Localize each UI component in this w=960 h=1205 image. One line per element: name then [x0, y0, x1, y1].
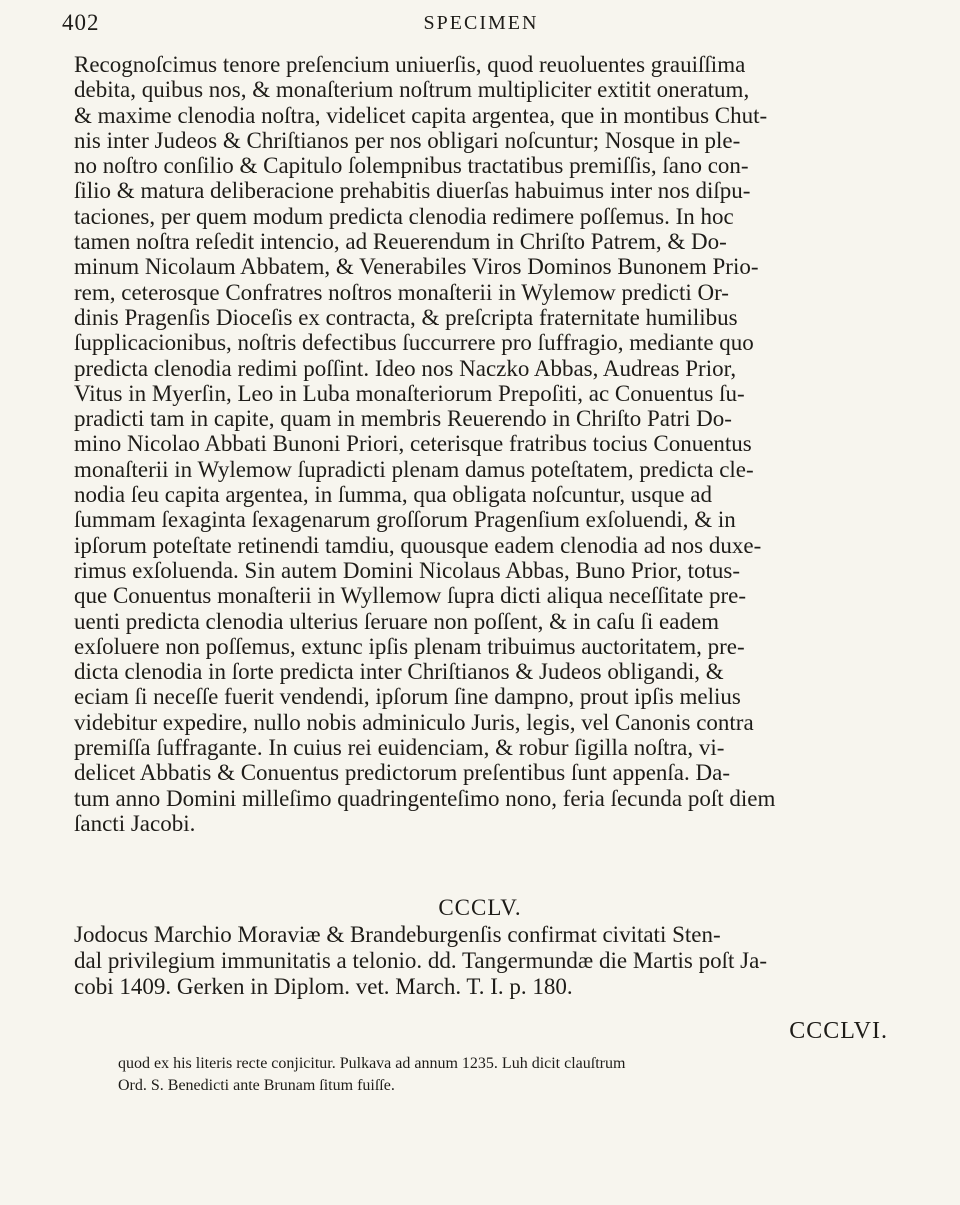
text-line: ſilio & matura deliberacione prehabitis diuerſas habuimus inter nos diſpu- [74, 178, 751, 204]
running-head: SPECIMEN [423, 12, 539, 34]
footnote-line: quod ex his literis recte conjicitur. Pulkava ad annum 1235. Luh dicit clauſtrum [118, 1055, 626, 1072]
text-line: predicta clenodia redimi poſſint. Ideo nos Naczko Abbas, Audreas Prior, [74, 355, 737, 381]
footnote-line: Ord. S. Benedicti ante Brunam ſitum fuiſſe. [118, 1077, 395, 1094]
text-line: ſancti Jacobi. [74, 810, 196, 836]
text-line: nodia ſeu capita argentea, in ſumma, qua obligata noſcuntur, usque ad [74, 482, 712, 508]
text-line: tum anno Domini milleſimo quadringenteſimo nono, feria ſecunda poſt diem [74, 785, 776, 811]
text-line: taciones, per quem modum predicta clenodia redimere poſſemus. In hoc [74, 203, 734, 229]
footnote [118, 1053, 918, 1097]
text-line: minum Nicolaum Abbatem, & Venerabiles Viros Dominos Bunonem Prio- [74, 254, 759, 280]
section-heading-ccclv: CCCLV. [438, 895, 522, 920]
charter-body-text [74, 52, 904, 836]
text-line: dicta clenodia in ſorte predicta inter Chriſtianos & Judeos obligandi, & [74, 659, 724, 685]
text-line: nis inter Judeos & Chriſtianos per nos obligari noſcuntur; Nosque in ple- [74, 127, 741, 153]
text-line: monaſterii in Wylemow ſupradicti plenam damus poteſtatem, predicta cle- [74, 456, 754, 482]
text-line: rimus exſoluenda. Sin autem Domini Nicolaus Abbas, Buno Prior, totus- [74, 557, 741, 583]
text-line: & maxime clenodia noſtra, videlicet capita argentea, que in montibus Chut- [74, 102, 768, 128]
section-heading-ccclvi: CCCLVI. [789, 1018, 888, 1044]
page-header [62, 8, 900, 38]
regest-line: cobi 1409. Gerken in Diplom. vet. March. T. I. p. 180. [74, 974, 573, 999]
text-line: premiſſa ſuffragante. In cuius rei euidenciam, & robur ſigilla noſtra, vi- [74, 735, 725, 761]
text-line: videbitur expedire, nullo nobis adminiculo Juris, legis, vel Canonis contra [74, 709, 754, 735]
regest-paragraph [74, 922, 904, 1000]
text-line: rem, ceterosque Confratres noſtros monaſterii in Wylemow predicti Or- [74, 279, 729, 305]
text-line: no noſtro conſilio & Capitulo ſolempnibus tractatibus premiſſis, ſano con- [74, 153, 749, 179]
text-line: eciam ſi neceſſe fuerit vendendi, ipſorum ſine dampno, prout ipſis melius [74, 684, 741, 710]
text-line: Vitus in Myerſin, Leo in Luba monaſteriorum Prepoſiti, ac Conuentus ſu- [74, 380, 745, 406]
text-line: debita, quibus nos, & monaſterium noſtrum multipliciter extitit oneratum, [74, 77, 750, 103]
text-line: ipſorum poteſtate retinendi tamdiu, quousque eadem clenodia ad nos duxe- [74, 532, 762, 558]
text-line: que Conuentus monaſterii in Wyllemow ſupra dicti aliqua neceſſitate pre- [74, 583, 747, 609]
text-line: pradicti tam in capite, quam in membris Reuerendo in Chriſto Patri Do- [74, 406, 732, 432]
text-line: Recognoſcimus tenore preſencium uniuerſis, quod reuoluentes grauiſſima [74, 52, 746, 77]
text-line: dinis Pragenſis Dioceſis ex contracta, & preſcripta fraternitate humilibus [74, 304, 738, 330]
regest-line: Jodocus Marchio Moraviæ & Brandeburgenſis confirmat civitati Sten- [74, 922, 721, 947]
text-line: ſupplicacionibus, noſtris defectibus ſuccurrere pro ſuffragio, mediante quo [74, 330, 754, 356]
text-line: tamen noſtra reſedit intencio, ad Reuerendum in Chriſto Patrem, & Do- [74, 229, 727, 255]
text-line: delicet Abbatis & Conuentus predictorum preſentibus ſunt appenſa. Da- [74, 760, 730, 786]
text-line: mino Nicolao Abbati Bunoni Priori, ceterisque fratribus tocius Conuentus [74, 431, 752, 457]
text-line: uenti predicta clenodia ulterius ſeruare non poſſent, & in caſu ſi eadem [74, 608, 720, 634]
page-number: 402 [62, 10, 100, 35]
text-line: exſoluere non poſſemus, extunc ipſis plenam tribuimus auctoritatem, pre- [74, 633, 745, 659]
regest-line: dal privilegium immunitatis a telonio. dd. Tangermundæ die Martis poſt Ja- [74, 948, 767, 973]
text-line: ſummam ſexaginta ſexagenarum groſſorum Pragenſium exſoluendi, & in [74, 507, 736, 533]
